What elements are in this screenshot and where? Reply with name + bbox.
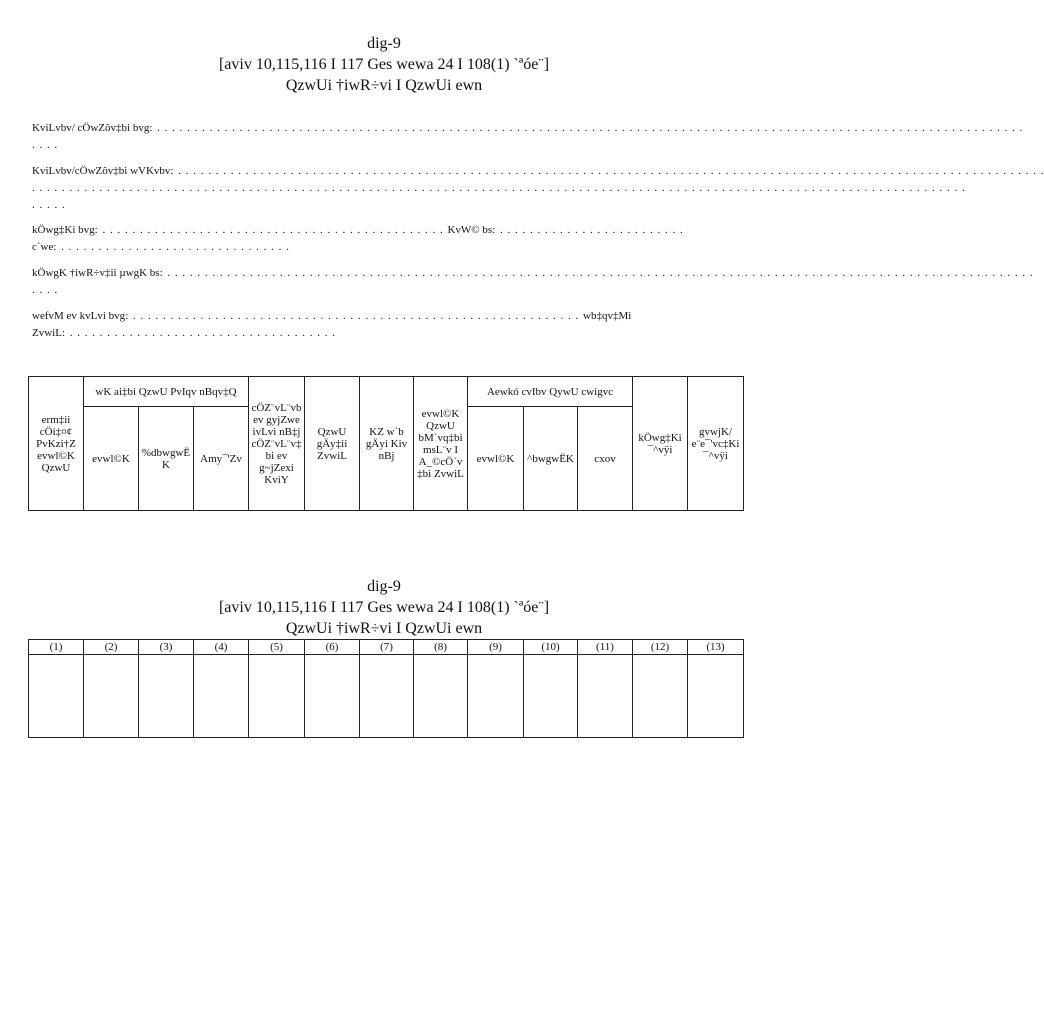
column-number: (9) <box>468 640 524 655</box>
column-number: (10) <box>524 640 578 655</box>
fill-dots: . . . . <box>32 139 59 151</box>
table-cell <box>29 655 84 738</box>
table-cell <box>524 655 578 738</box>
rule-reference: [aviv 10,115,116 I 117 Ges wewa 24 I 108(1) `ªóe¨] <box>218 599 550 616</box>
field-department <box>32 308 740 342</box>
field-register-serial <box>32 265 1034 299</box>
header-leave-type-group: wK ai‡bi QzwU PvIqv nBqv‡Q <box>84 377 249 407</box>
column-number: (4) <box>194 640 249 655</box>
header-annual: evwl©K <box>84 407 139 511</box>
field-label: kÖwg‡Ki bvg <box>32 224 95 236</box>
column-number: (1) <box>29 640 84 655</box>
field-label: KviLvbv/cÖwZôv‡bi wVKvbv <box>32 165 171 177</box>
header-casual: %dbwgwËK <box>139 407 194 511</box>
column-number: (6) <box>305 640 360 655</box>
form-number: dig-9 <box>367 578 401 595</box>
fill-dots: : . . . . . . . . . . . . . . . . . . . . . . . . . . . . . . . . . . . . . . . . . . . . . . <box>94 224 448 236</box>
table-cell <box>84 655 139 738</box>
field-label: wefvM ev kvLvi bvg <box>32 310 126 322</box>
column-number: (5) <box>249 640 305 655</box>
fill-dots: : . . . . . . . . . . . . . . . . . . . . . . . . . . . . . . . . . . . . . . . . . . . . . . . . . . . . . . . . . . . . . . . . . . . . . . . . . . . . . . . . . . . . . . . . . . . . . . . . . . . . . . . . . . . . . . . . . . . . <box>170 165 1044 177</box>
field-label: KviLvbv/ cÖwZôv‡bi bvg <box>32 122 150 134</box>
fill-dots: : . . . . . . . . . . . . . . . . . . . . . . . . . . . . . . . <box>53 241 290 253</box>
column-number: (3) <box>139 640 194 655</box>
form-heading <box>0 33 768 96</box>
header-worker-signature: kÖwg‡Ki ¯^vÿi <box>633 377 688 511</box>
form-heading-2 <box>0 576 768 639</box>
fill-dots: . . . . . <box>32 199 66 211</box>
leave-book-table <box>28 639 744 738</box>
column-number: (11) <box>578 640 633 655</box>
field-factory-name <box>32 120 1024 154</box>
header-remaining-leave-group: Aewkó cvIbv QywU cwigvc <box>468 377 633 407</box>
table-cell <box>578 655 633 738</box>
fill-dots: : . . . . . . . . . . . . . . . . . . . . . . . . . . . . . . . . . . . . . . . . . . . . . . . . . . . . . . . . . . . . <box>125 310 583 322</box>
table-cell <box>360 655 414 738</box>
leave-register-table <box>28 376 744 511</box>
rule-reference: [aviv 10,115,116 I 117 Ges wewa 24 I 108(1) `ªóe¨] <box>218 56 550 73</box>
appointment-label: wb‡qv‡Mi <box>583 310 632 322</box>
fill-dots: . . . . <box>32 284 59 296</box>
header-opening-balance: erm‡ii cÖi‡¤¢ PvKzi†Z evwl©K QzwU <box>29 377 84 511</box>
date-label: ZvwiL <box>32 327 62 339</box>
table-cell <box>139 655 194 738</box>
header-remaining-casual: ^bwgwËK <box>524 407 578 511</box>
table-cell <box>305 655 360 738</box>
designation-label: c`we <box>32 241 54 253</box>
column-number: (12) <box>633 640 688 655</box>
form-title: QzwUi †iwR÷vi I QzwUi ewn <box>285 77 483 94</box>
field-worker-name <box>32 222 740 256</box>
fill-dots: : . . . . . . . . . . . . . . . . . . . . . . . . . . . . . . . . . . . . . . . . . . . . . . . . . . . . . . . . . . . . . . . . . . . . . . . . . . . . . . . . . . . . . . . . . . . . . . . . . . . . . . . . . . . . . . . . . . . . <box>149 122 1024 134</box>
table-cell <box>688 655 744 738</box>
fill-dots: . . . . . . . . . . . . . . . . . . . . . . . . . . . . . . . . . . . . . . . . . . . . . . . . . . . . . . . . . . . . . . . . . . . . . . . . . . . . . . . . . . . . . . . . . . . . . . . . . . . . . . . . . . . . . . . . . . . . . . . . . . . . . <box>32 182 966 194</box>
header-sick: Amy¯'Zv <box>194 407 249 511</box>
form-number: dig-9 <box>367 35 401 52</box>
column-number: (2) <box>84 640 139 655</box>
header-sanction-date: QzwU gÄy‡ii ZvwiL <box>305 377 360 511</box>
header-remaining-annual: evwl©K <box>468 407 524 511</box>
header-encashment: evwl©K QzwU bM`vq‡bi msL¨v I A_©cÖ`v‡bi ZvwiL <box>414 377 468 511</box>
fill-dots: : . . . . . . . . . . . . . . . . . . . . . . . . . <box>492 224 684 236</box>
fill-dots: : . . . . . . . . . . . . . . . . . . . . . . . . . . . . . . . . . . . . . . . . . . . . . . . . . . . . . . . . . . . . . . . . . . . . . . . . . . . . . . . . . . . . . . . . . . . . . . . . . . . . . . . . . . . . . . . . . . . . <box>159 267 1034 279</box>
column-number: (8) <box>414 640 468 655</box>
column-number: (13) <box>688 640 744 655</box>
table-cell <box>468 655 524 738</box>
table-cell <box>633 655 688 738</box>
fill-dots: : . . . . . . . . . . . . . . . . . . . . . . . . . . . . . . . . . . . . <box>61 327 337 339</box>
field-factory-address <box>32 163 1044 214</box>
header-refusal-reason: cÖZ¨vL¨vb ev gyjZwe ivLvi nB‡j cÖZ¨vL¨v‡bi ev g~jZexi KviY <box>249 377 305 511</box>
table-cell <box>249 655 305 738</box>
header-manager-signature: gvwjK/ e¨e¯'vc‡Ki ¯^vÿi <box>688 377 744 511</box>
card-number-label: KvW© bs <box>447 224 493 236</box>
table-cell <box>194 655 249 738</box>
field-label: kÖwgK †iwR÷v‡ii µwgK bs <box>32 267 160 279</box>
form-title: QzwUi †iwR÷vi I QzwUi ewn <box>285 620 483 637</box>
header-days-granted: KZ w`b gÄyi Kiv nBj <box>360 377 414 511</box>
table-cell <box>414 655 468 738</box>
column-number: (7) <box>360 640 414 655</box>
header-remaining-sick: cxov <box>578 407 633 511</box>
